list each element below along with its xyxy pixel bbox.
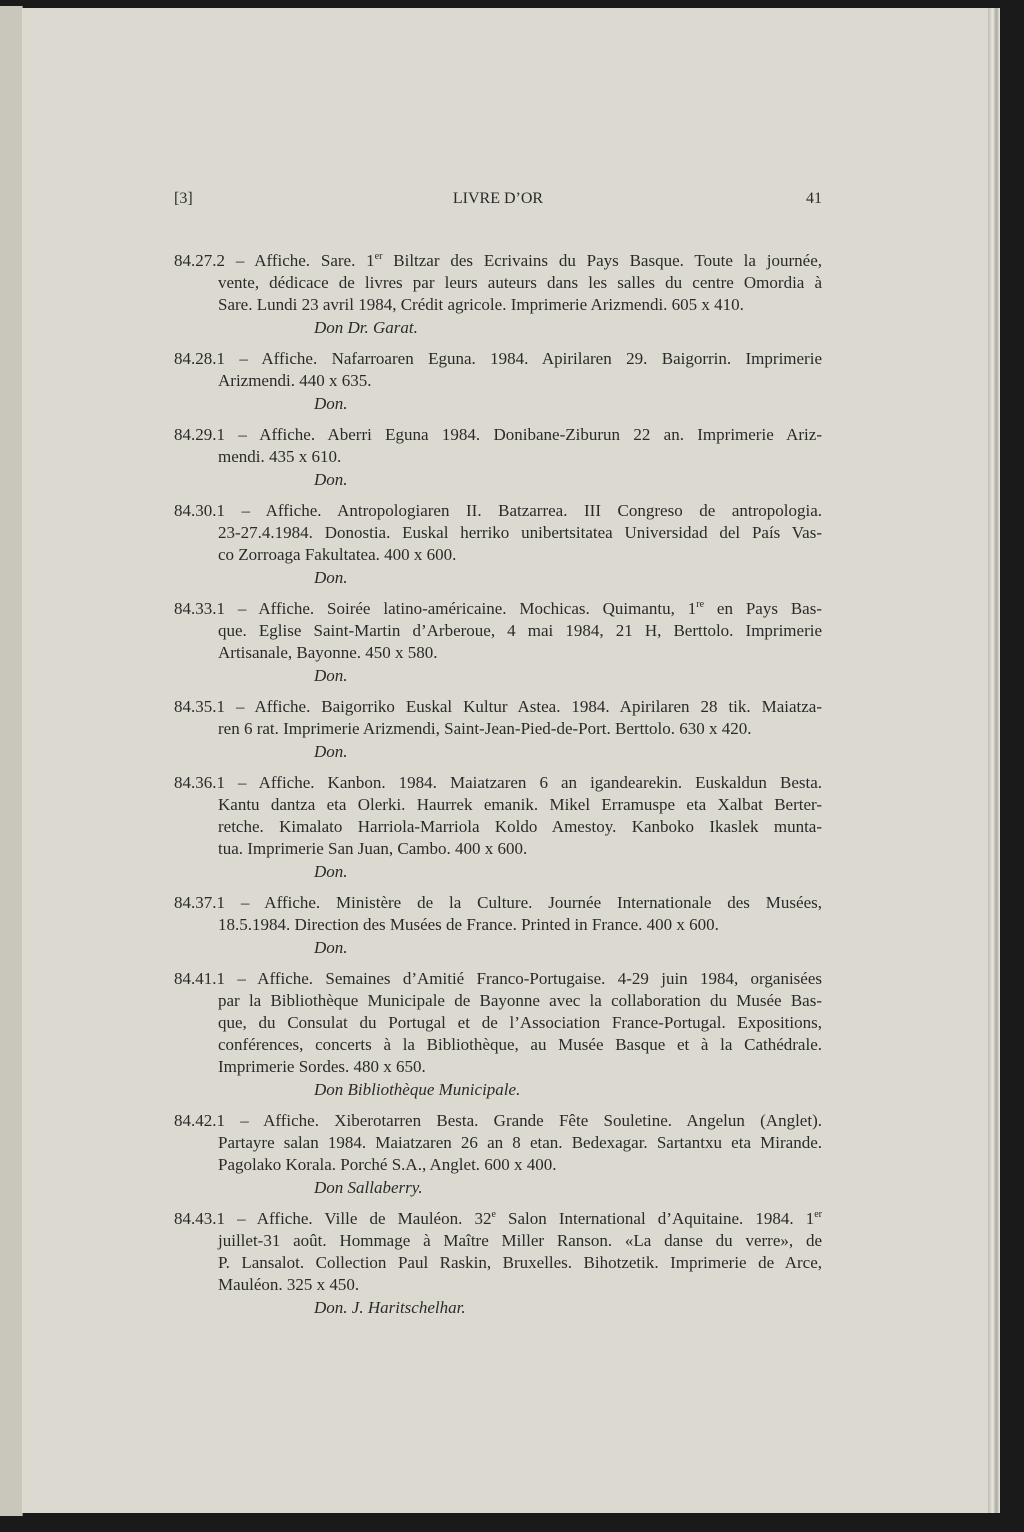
text-run: Salon International d’Aquitaine. 1984. 1	[495, 1209, 815, 1228]
text-run: 84.35.1 – Affiche. Baigorriko Euskal Kultur Astea. 1984. Apirilaren 28 tik. Maiatza-	[174, 697, 822, 716]
page-edges	[988, 8, 1000, 1513]
entry-text-line	[174, 772, 822, 794]
superscript: re	[696, 599, 705, 610]
text-run: 23-27.4.1984. Donostia. Euskal herriko unibertsitatea Universidad del País Vas-	[218, 523, 822, 542]
entry-text-line	[174, 968, 822, 990]
text-run: tua. Imprimerie San Juan, Cambo. 400 x 600.	[218, 839, 528, 858]
text-run: juillet-31 août. Hommage à Maître Miller Ranson. «La danse du verre», de	[218, 1231, 822, 1250]
text-run: Sare. Lundi 23 avril 1984, Crédit agricole. Imprimerie Arizmendi. 605 x 410.	[218, 295, 744, 314]
entry-text-line	[174, 838, 822, 860]
running-title: LIVRE D’OR	[452, 190, 544, 207]
entry-text-line	[174, 642, 822, 664]
text-run: Kantu dantza eta Olerki. Haurrek emanik. Mikel Erramuspe eta Xalbat Berter-	[218, 795, 822, 814]
entry-text-line	[174, 1230, 822, 1252]
entry-text-line	[174, 348, 822, 370]
catalogue-entry	[174, 1208, 822, 1319]
entry-text-line	[174, 1154, 822, 1176]
entry-text-line	[174, 696, 822, 718]
text-run: 84.28.1 – Affiche. Nafarroaren Eguna. 1984. Apirilaren 29. Baigorrin. Imprimerie	[174, 349, 822, 368]
text-run: retche. Kimalato Harriola-Marriola Koldo Amestoy. Kanboko Ikaslek munta-	[218, 817, 822, 836]
text-run: mendi. 435 x 610.	[218, 447, 342, 466]
text-run: Artisanale, Bayonne. 450 x 580.	[218, 643, 438, 662]
entry-text-line	[174, 718, 822, 740]
entry-text-line	[174, 370, 822, 392]
donor-line: Don.	[314, 666, 348, 685]
catalogue-entry	[174, 772, 822, 883]
catalogue-entry	[174, 598, 822, 687]
donor-line: Don.	[314, 742, 348, 761]
entry-text-line	[174, 446, 822, 468]
running-header	[174, 190, 822, 212]
entry-text-line	[174, 1056, 822, 1078]
text-run: P. Lansalot. Collection Paul Raskin, Bruxelles. Bihotzetik. Imprimerie de Arce,	[218, 1253, 822, 1272]
entry-text-line	[174, 544, 822, 566]
text-run: 84.37.1 – Affiche. Ministère de la Culture. Journée Internationale des Musées,	[174, 893, 822, 912]
page-number: 41	[806, 190, 822, 207]
catalogue-entry	[174, 250, 822, 339]
catalogue-entry	[174, 500, 822, 589]
text-run: 84.29.1 – Affiche. Aberri Eguna 1984. Donibane-Ziburun 22 an. Imprimerie Ariz-	[174, 425, 822, 444]
donor-line: Don Dr. Garat.	[314, 318, 418, 337]
donor-line: Don.	[314, 862, 348, 881]
donor-line: Don.	[314, 394, 348, 413]
entry-text-line	[174, 1034, 822, 1056]
catalogue-entry	[174, 892, 822, 959]
catalogue-entries	[174, 250, 822, 1328]
catalogue-entry	[174, 1110, 822, 1199]
text-run: en Pays Bas-	[704, 599, 822, 618]
text-run: 84.36.1 – Affiche. Kanbon. 1984. Maiatzaren 6 an igandearekin. Euskaldun Besta.	[174, 773, 822, 792]
entry-text-line	[174, 1274, 822, 1296]
text-run: co Zorroaga Fakultatea. 400 x 600.	[218, 545, 457, 564]
text-run: Imprimerie Sordes. 480 x 650.	[218, 1057, 426, 1076]
text-run: 84.41.1 – Affiche. Semaines d’Amitié Franco-Portugaise. 4-29 juin 1984, organisées	[174, 969, 822, 988]
donor-line: Don Sallaberry.	[314, 1178, 423, 1197]
text-run: Mauléon. 325 x 450.	[218, 1275, 360, 1294]
entry-text-line	[174, 272, 822, 294]
entry-text-line	[174, 1208, 822, 1230]
donor-line: Don. J. Haritschelhar.	[314, 1298, 466, 1317]
donor-line: Don.	[314, 470, 348, 489]
entry-text-line	[174, 990, 822, 1012]
entry-text-line	[174, 794, 822, 816]
donor-line: Don Bibliothèque Municipale.	[314, 1080, 521, 1099]
donor-line: Don.	[314, 938, 348, 957]
entry-text-line	[174, 250, 822, 272]
catalogue-entry	[174, 968, 822, 1101]
text-run: ren 6 rat. Imprimerie Arizmendi, Saint-Jean-Pied-de-Port. Berttolo. 630 x 420.	[218, 719, 752, 738]
text-run: 84.42.1 – Affiche. Xiberotarren Besta. Grande Fête Souletine. Angelun (Anglet).	[174, 1111, 822, 1130]
text-run: que, du Consulat du Portugal et de l’Association France-Portugal. Expositions,	[218, 1013, 822, 1032]
previous-page-edge	[0, 6, 23, 1516]
superscript: e	[491, 1209, 496, 1220]
entry-text-line	[174, 914, 822, 936]
entry-text-line	[174, 816, 822, 838]
superscript: er	[374, 251, 383, 262]
text-run: conférences, concerts à la Bibliothèque, au Musée Basque et à la Cathédrale.	[218, 1035, 822, 1054]
text-run: 18.5.1984. Direction des Musées de France. Printed in France. 400 x 600.	[218, 915, 719, 934]
text-run: par la Bibliothèque Municipale de Bayonne avec la collaboration du Musée Bas-	[218, 991, 822, 1010]
entry-text-line	[174, 1252, 822, 1274]
text-run: que. Eglise Saint-Martin d’Arberoue, 4 mai 1984, 21 H, Berttolo. Imprimerie	[218, 621, 822, 640]
entry-text-line	[174, 892, 822, 914]
catalogue-entry	[174, 424, 822, 491]
text-run: Arizmendi. 440 x 635.	[218, 371, 372, 390]
entry-text-line	[174, 500, 822, 522]
text-run: Biltzar des Ecrivains du Pays Basque. Toute la journée,	[382, 251, 822, 270]
entry-text-line	[174, 294, 822, 316]
entry-text-line	[174, 1110, 822, 1132]
entry-text-line	[174, 522, 822, 544]
superscript: er	[814, 1209, 822, 1220]
text-run: vente, dédicace de livres par leurs auteurs dans les salles du centre Omordia à	[218, 273, 822, 292]
entry-text-line	[174, 598, 822, 620]
entry-text-line	[174, 1012, 822, 1034]
catalogue-entry	[174, 696, 822, 763]
catalogue-entry	[174, 348, 822, 415]
donor-line: Don.	[314, 568, 348, 587]
section-number: [3]	[174, 190, 193, 207]
text-run: 84.43.1 – Affiche. Ville de Mauléon. 32	[174, 1209, 492, 1228]
text-run: 84.27.2 – Affiche. Sare. 1	[174, 251, 375, 270]
text-run: Partayre salan 1984. Maiatzaren 26 an 8 etan. Bedexagar. Sartantxu eta Mirande.	[218, 1133, 822, 1152]
text-run: Pagolako Korala. Porché S.A., Anglet. 600 x 400.	[218, 1155, 557, 1174]
entry-text-line	[174, 620, 822, 642]
entry-text-line	[174, 1132, 822, 1154]
entry-text-line	[174, 424, 822, 446]
text-run: 84.33.1 – Affiche. Soirée latino-américaine. Mochicas. Quimantu, 1	[174, 599, 697, 618]
text-run: 84.30.1 – Affiche. Antropologiaren II. Batzarrea. III Congreso de antropologia.	[174, 501, 822, 520]
